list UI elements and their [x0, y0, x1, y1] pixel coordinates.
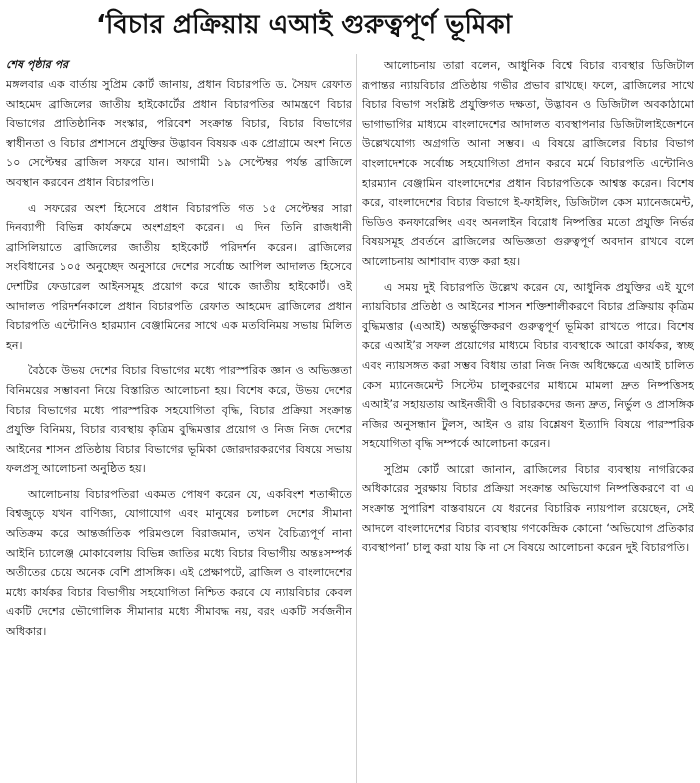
article-paragraph: আলোচনায় তারা বলেন, আধুনিক বিশ্বে বিচার ব্যবস্থার ডিজিটাল রূপান্তর ন্যায়বিচার প্রতিষ্ঠায় গভীর প্রভাব রাখছে। ফলে, ব্রাজিলের সাথে বিচার বিভাগ সংশ্লিষ্ট প্রযুক্তিগত দক্ষতা, উদ্ভাবন ও ডিজিটাল অবকাঠামো ভাগাভাগির মাধ্যমে বাংলাদেশের আদালত ব্যবস্থাপনার ডিজিটালাইজেশনে উল্লেখযোগ্য অগ্রগতি আনা সম্ভব। এ বিষয়ে ব্রাজিলের বিচার বিভাগ বাংলাদেশকে সর্বোচ্চ সহযোগিতা প্রদান করবে মর্মে বিচারপতি এন্টোনিও হারম্যান বেঞ্জামিন বাংলাদেশের প্রধান বিচারপতিকে আশ্বস্ত করেন। বিশেষ করে, বাংলাদেশের বিচার বিভাগে ই-ফাইলিং, ডিজিটাল কেস ম্যানেজমেন্ট, ভিডিও কনফারেন্সিং এবং অনলাইন বিরোধ নিষ্পত্তির মতো প্রযুক্তি নির্ভর বিষয়সমূহ প্রবর্তনে ব্রাজিলের অভিজ্ঞতা গুরুত্বপূর্ণ অবদান রাখবে বলে আলোচনায় আশাবাদ ব্যক্ত করা হয়।	[362, 59, 694, 268]
article-headline: ‘বিচার প্রক্রিয়ায় এআই গুরুত্বপূর্ণ ভূমিকা	[96, 10, 513, 40]
article-paragraph: মঙ্গলবার এক বার্তায় সুপ্রিম কোর্ট জানায়, প্রধান বিচারপতি ড. সৈয়দ রেফাত আহমেদ ব্রাজিলের জাতীয় হাইকোর্টের প্রধান বিচারপতির আমন্ত্রণে বিচার বিভাগের প্রাতিষ্ঠানিক সংস্কার, পরিবেশ সংক্রান্ত বিচার, বিচার বিভাগের স্বাধীনতা ও বিচার প্রশাসনে প্রযুক্তির উদ্ভাবন বিষয়ক এক প্রোগ্রামে অংশ নিতে ১০ সেপ্টেম্বর ব্রাজিল সফরে যান। আগামী ১৯ সেপ্টেম্বর পর্যন্ত ব্রাজিলে অবস্থান করবেন প্রধান বিচারপতি।	[6, 78, 352, 189]
article-paragraph: আলোচনায় বিচারপতিরা একমত পোষণ করেন যে, একবিংশ শতাব্দীতে বিশ্বজুড়ে যখন বাণিজ্য, যোগাযোগ এবং মানুষের চলাচল দেশের সীমানা অতিক্রম করে আন্তর্জাতিক পরিমণ্ডলে বিরাজমান, তখন বৈচিত্র্যপূর্ণ নানা আইনি চ্যালেঞ্জ মোকাবেলায় বিভিন্ন জাতির মধ্যে বিচার বিভাগীয় অন্তঃসম্পর্ক অতীতের চেয়ে অনেক বেশি প্রাসঙ্গিক। এই প্রেক্ষাপটে, ব্রাজিল ও বাংলাদেশের মধ্যে কার্যকর বিচার বিভাগীয় সহযোগিতা নিশ্চিত করবে যে ন্যায়বিচার কেবল একটি দেশের ভৌগোলিক সীমানার মধ্যে সীমাবদ্ধ নয়, বরং একটি সর্বজনীন অধিকার।	[6, 487, 352, 639]
article-column-left	[6, 56, 352, 779]
article-column-right	[362, 56, 694, 779]
article-paragraph: এ সফরের অংশ হিসেবে প্রধান বিচারপতি গত ১৫ সেপ্টেম্বর সারা দিনব্যাপী বিভিন্ন কার্যক্রমে অংশগ্রহণ করেন। এ দিন তিনি রাজধানী ব্রাসিলিয়াতে ব্রাজিলের জাতীয় হাইকোর্ট পরিদর্শন করেন। ব্রাজিলের সংবিধানের ১০৫ অনুচ্ছেদ অনুসারে দেশের সর্বোচ্চ আপিল আদালত হিসেবে দেশটির ফেডারেল আইনসমূহ প্রয়োগ করে থাকে জাতীয় হাইকোর্ট। ওই আদালত পরিদর্শনকালে প্রধান বিচারপতি রেফাত আহমেদ ব্রাজিলের প্রধান বিচারপতি এন্টোনিও হারম্যান বেঞ্জামিনের সাথে এক মতবিনিময় সভায় মিলিত হন।	[6, 201, 352, 352]
article-paragraph: এ সময় দুই বিচারপতি উল্লেখ করেন যে, আধুনিক প্রযুক্তির এই যুগে ন্যায়বিচার প্রতিষ্ঠা ও আইনের শাসন শক্তিশালীকরণে বিচার প্রক্রিয়ায় কৃত্রিম বুদ্ধিমত্তার (এআই) অন্তর্ভুক্তিকরণ গুরুত্বপূর্ণ ভূমিকা রাখতে পারে। বিশেষ করে এআই’র সফল প্রয়োগের মাধ্যমে বিচার ব্যবস্থাকে আরো কার্যকর, স্বচ্ছ এবং ন্যায়সঙ্গত করা সম্ভব বিধায় তারা নিজ নিজ অধিক্ষেত্রে এআই চালিত কেস ম্যানেজমেন্ট সিস্টেম চালুকরণের মাধ্যমে মামলা দ্রুত নিষ্পত্তিসহ এআই’র সহায়তায় আইনজীবী ও বিচারকদের জন্য দ্রুত, নির্ভুল ও প্রাসঙ্গিক নজির অনুসন্ধান টুলস, আইন ও রায় বিশ্লেষণ ইত্যাদি বিষয়ে পারস্পরিক সহযোগিতা বৃদ্ধি সম্পর্কে আলোচনা করেন।	[362, 280, 694, 451]
continued-from-label: শেষ পৃষ্ঠার পর	[6, 58, 69, 71]
article-paragraph: সুপ্রিম কোর্ট আরো জানান, ব্রাজিলের বিচার ব্যবস্থায় নাগরিকের অধিকারের সুরক্ষায় বিচার প্রক্রিয়া সংক্রান্ত অভিযোগ নিষ্পত্তিকরণে বা এ সংক্রান্ত সুপারিশ বাস্তবায়নে যে ধরনের বিচারিক ন্যায়পাল রয়েছেন, সেই আদলে বাংলাদেশের বিচার ব্যবস্থায় গণকেন্দ্রিক কোনো ‘অভিযোগ প্রতিকার ব্যবস্থাপনা’ চালু করা যায় কি না সে বিষয়ে আলোচনা করেন দুই বিচারপতি।	[362, 462, 694, 555]
article-paragraph: বৈঠকে উভয় দেশের বিচার বিভাগের মধ্যে পারস্পরিক জ্ঞান ও অভিজ্ঞতা বিনিময়ের সম্ভাবনা নিয়ে বিস্তারিত আলোচনা হয়। বিশেষ করে, উভয় দেশের বিচার বিভাগের মধ্যে পারস্পরিক সহযোগিতা বৃদ্ধি, বিচার প্রক্রিয়া সংক্রান্ত প্রযুক্তি বিনিময়, বিচার ব্যবস্থায় কৃত্রিম বুদ্ধিমত্তার প্রয়োগ ও নিজ নিজ দেশের আইনের শাসন প্রতিষ্ঠায় বিচার বিভাগের ভূমিকা জোরদারকরণের বিষয়ে সভায় ফলপ্রসূ আলোচনা অনুষ্ঠিত হয়।	[6, 364, 352, 476]
column-divider	[356, 54, 357, 783]
